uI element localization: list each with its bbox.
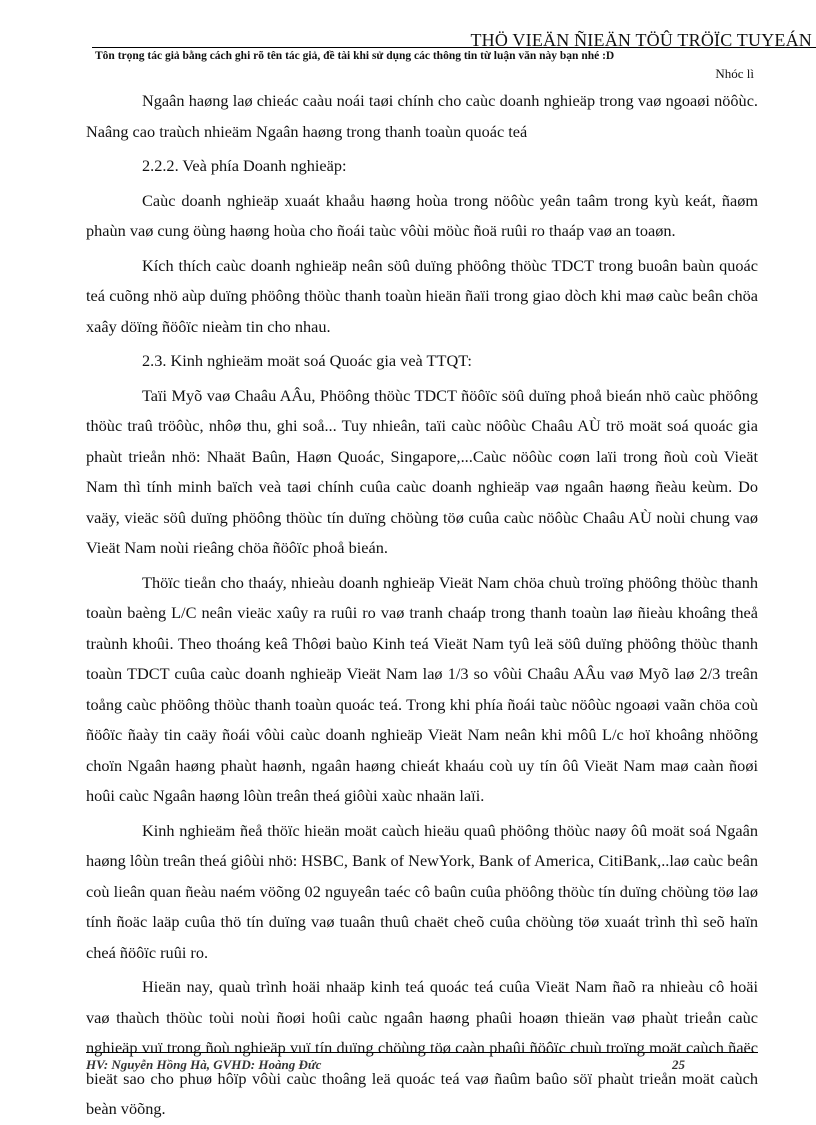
paragraph-vietnam-practice: Thöïc tieån cho thaáy, nhieàu doanh nghieäp Vieät Nam chöa chuù troïng phöông thöùc thanh toaùn baèng L/C neân vieäc xaûy ra ruûi ro vaø tranh chaáp trong thanh toaùn laø ñieàu khoâng theå traùnh khoûi. Theo thoáng keâ Thôøi baùo Kinh teá Vieät Nam tyû leä söû duïng phöông thöùc thanh toaùn TDCT cuûa caùc doanh nghieäp Vieät Nam laø 1/3 so vôùi Chaâu AÂu vaø Myõ laø 2/3 treân toång caùc phöông thöùc thanh toaùn quoác teá. Trong khi phía ñoái taùc nöôùc ngoaøi vaãn chöa coù ñöôïc ñaày tin caäy ñoái vôùi caùc doanh nghieäp Vieät Nam neân khi môû L/c hoï khoâng nhöõng choïn Ngaân haøng phaùt haønh, ngaân haøng chieát khaáu coù uy tín ôû Vieät Nam maø caàn ñoøi hoûi caùc Ngaân haøng lôùn treân theá giôùi xaùc nhaän laïi. bbox=[86, 572, 758, 805]
page-number: 25 bbox=[672, 1057, 685, 1072]
paragraph-international-usage: Taïi Myõ vaø Chaâu AÂu, Phöông thöùc TDCT ñöôïc söû duïng phoå bieán nhö caùc phöông thöùc traû tröôùc, nhôø thu, ghi soå... Tuy nhieân, taïi caùc nöôùc Chaâu AÙ trö moät soá quoác gia phaùt trieån nhö: Nhaät Baûn, Haøn Quoác, Singapore,...Caùc nöôùc coøn laïi trong ñoù coù Vieät Nam thì tính minh baïch veà taøi chính cuûa caùc doanh nghieäp vaø ngaân haøng ñeàu keùm. Do vaäy, vieäc söû duïng phöông thöùc tín duïng chöùng töø cuûa caùc nöôùc Chaâu AÙ noùi chung vaø Vieät Nam noùi rieâng chöa ñöôïc phoå bieán. bbox=[86, 385, 758, 557]
header-author: Nhóc lì bbox=[715, 66, 754, 81]
section-heading-2-3: 2.3. Kinh nghieäm moät soá Quoác gia veà TTQT: bbox=[142, 351, 472, 370]
paragraph-encourage-tdct: Kích thích caùc doanh nghieäp neân söû duïng phöông thöùc TDCT trong buoân baùn quoác teá cuõng nhö aùp duïng phöông thöùc thanh toaùn hieän ñaïi trong giao dòch khi maø caùc beân chöa xaây döïng ñöôïc nieàm tin cho nhau. bbox=[86, 255, 758, 336]
header-title: THÖ VIEÄN ÑIEÄN TÖÛ TRÖÏC TUYEÁN bbox=[470, 30, 812, 50]
page-body bbox=[86, 86, 758, 1125]
header-rule bbox=[92, 47, 816, 48]
footer-author-info: HV: Nguyễn Hồng Hà, GVHD: Hoàng Đức bbox=[86, 1057, 322, 1072]
paragraph-bank-experience: Kinh nghieäm ñeå thöïc hieän moät caùch hieäu quaû phöông thöùc naøy ôû moät soá Ngaân haøng lôùn treân theá giôùi nhö: HSBC, Bank of NewYork, Bank of America, CitiBank,..laø caùc beân coù lieân quan ñeàu naém vöõng 02 nguyeân taéc cô baûn cuûa phöông thöùc tín duïng chöùng töø laø tính ñoäc laäp cuûa thö tín duïng vaø tuaân thuû chaët cheõ cuûa chöùng töø xuaát trình thì seõ haïn cheá ñöôïc ruûi ro. bbox=[86, 820, 758, 962]
paragraph-bank-role: Ngaân haøng laø chieác caàu noái taøi chính cho caùc doanh nghieäp trong vaø ngoaøi nöôùc. Naâng cao traùch nhieäm Ngaân haøng trong thanh toaùn quoác teá bbox=[86, 91, 758, 141]
header-note: Tôn trọng tác giả bằng cách ghi rõ tên tác giả, đề tài khi sử dụng các thông tin từ luận văn này bạn nhé :D bbox=[95, 50, 615, 62]
paragraph-enterprise-benefit: Caùc doanh nghieäp xuaát khaåu haøng hoùa trong nöôùc yeân taâm trong kyù keát, ñaøm phaùn vaø cung öùng haøng hoùa cho ñoái taùc vôùi möùc ñoä ruûi ro thaáp vaø an toaøn. bbox=[86, 190, 758, 240]
paragraph-integration: Hieän nay, quaù trình hoäi nhaäp kinh teá quoác teá cuûa Vieät Nam ñaõ ra nhieàu cô hoäi vaø thaùch thöùc toùi noùi ñoøi hoûi caùc ngaân haøng phaûi hoaøn thieän vaø phaùt trieån caùc nghieäp vuï trong ñoù nghieäp vuï tín duïng chöùng töø caàn phaûi ñöôïc chuù troïng moät caùch ñaëc bieät sao cho phuø hôïp vôùi caùc thoâng leä quoác teá vaø ñaûm baûo söï phaùt trieån moät caùch beàn vöõng. bbox=[86, 977, 758, 1118]
section-heading-2-2-2: 2.2.2. Veà phía Doanh nghieäp: bbox=[142, 156, 347, 175]
footer-rule bbox=[86, 1052, 758, 1053]
